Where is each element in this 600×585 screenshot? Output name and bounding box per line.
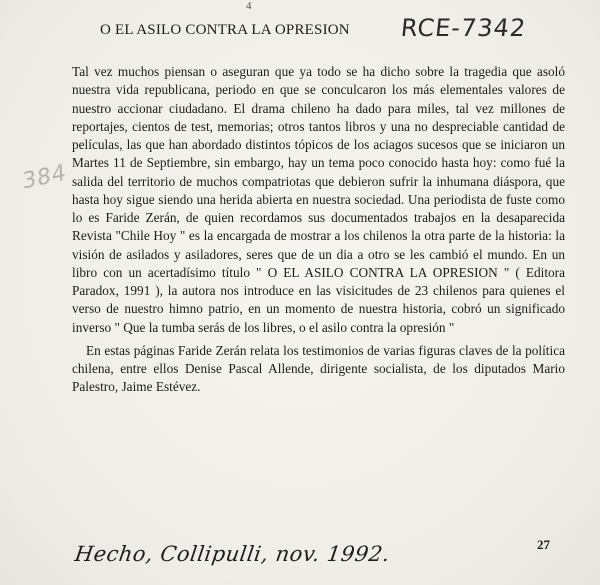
margin-note: 384 bbox=[22, 160, 67, 195]
accession-code: RCE-7342 bbox=[399, 14, 528, 42]
handwritten-signature: Hecho, Collipulli, nov. 1992. bbox=[73, 542, 392, 566]
page-number: 27 bbox=[537, 537, 550, 552]
top-mark: 4 bbox=[246, 0, 252, 12]
body-text bbox=[72, 63, 565, 397]
page-title: O EL ASILO CONTRA LA OPRESION bbox=[100, 22, 350, 38]
paragraph-1: Tal vez muchos piensan o aseguran que ya todo se ha dicho sobre la tragedia que asoló nuestra vida republicana, periodo en que se conculcaron los más elementales valores de nuestro accionar ciudadano. El drama chileno ha dado para miles, tal vez millones de reportajes, cientos de test, memorias; otros tantos libros y una no despreciable cantidad de películas, las que han abordado distintos tópicos de los aciagos sucesos que se iniciaron un Martes 11 de Septiembre, sin embargo, hay un tema poco conocido hasta hoy: como fué la salida del territorio de muchos compatriotas que debieron sufrir la inhumana diáspora, que hasta hoy sigue siendo una herida abierta en nuestra sociedad. Una periodista de fuste como lo es Faride Zerán, de quien recordamos sus documentados trabajos en la desaparecida Revista "Chile Hoy " es la encargada de mostrar a los chilenos la otra parte de la historia: la visión de asilados y asiladores, seres que de un dia a otro se les cambió el mundo. En un libro con un acertadísimo título " O EL ASILO CONTRA LA OPRESION " ( Editora Paradox, 1991 ), la autora nos introduce en las visicitudes de 23 chilenos para quienes el verso de nuestro himno patrio, en un momento de nuestra historia, cobró un significado inverso " Que la tumba serás de los libres, o el asilo contra la opresión " bbox=[72, 64, 565, 335]
paragraph-2: En estas páginas Faride Zerán relata los testimonios de varias figuras claves de la política chilena, entre ellos Denise Pascal Allende, dirigente socialista, de los diputados Mario Palestro, Jaime Estévez. bbox=[72, 342, 565, 395]
